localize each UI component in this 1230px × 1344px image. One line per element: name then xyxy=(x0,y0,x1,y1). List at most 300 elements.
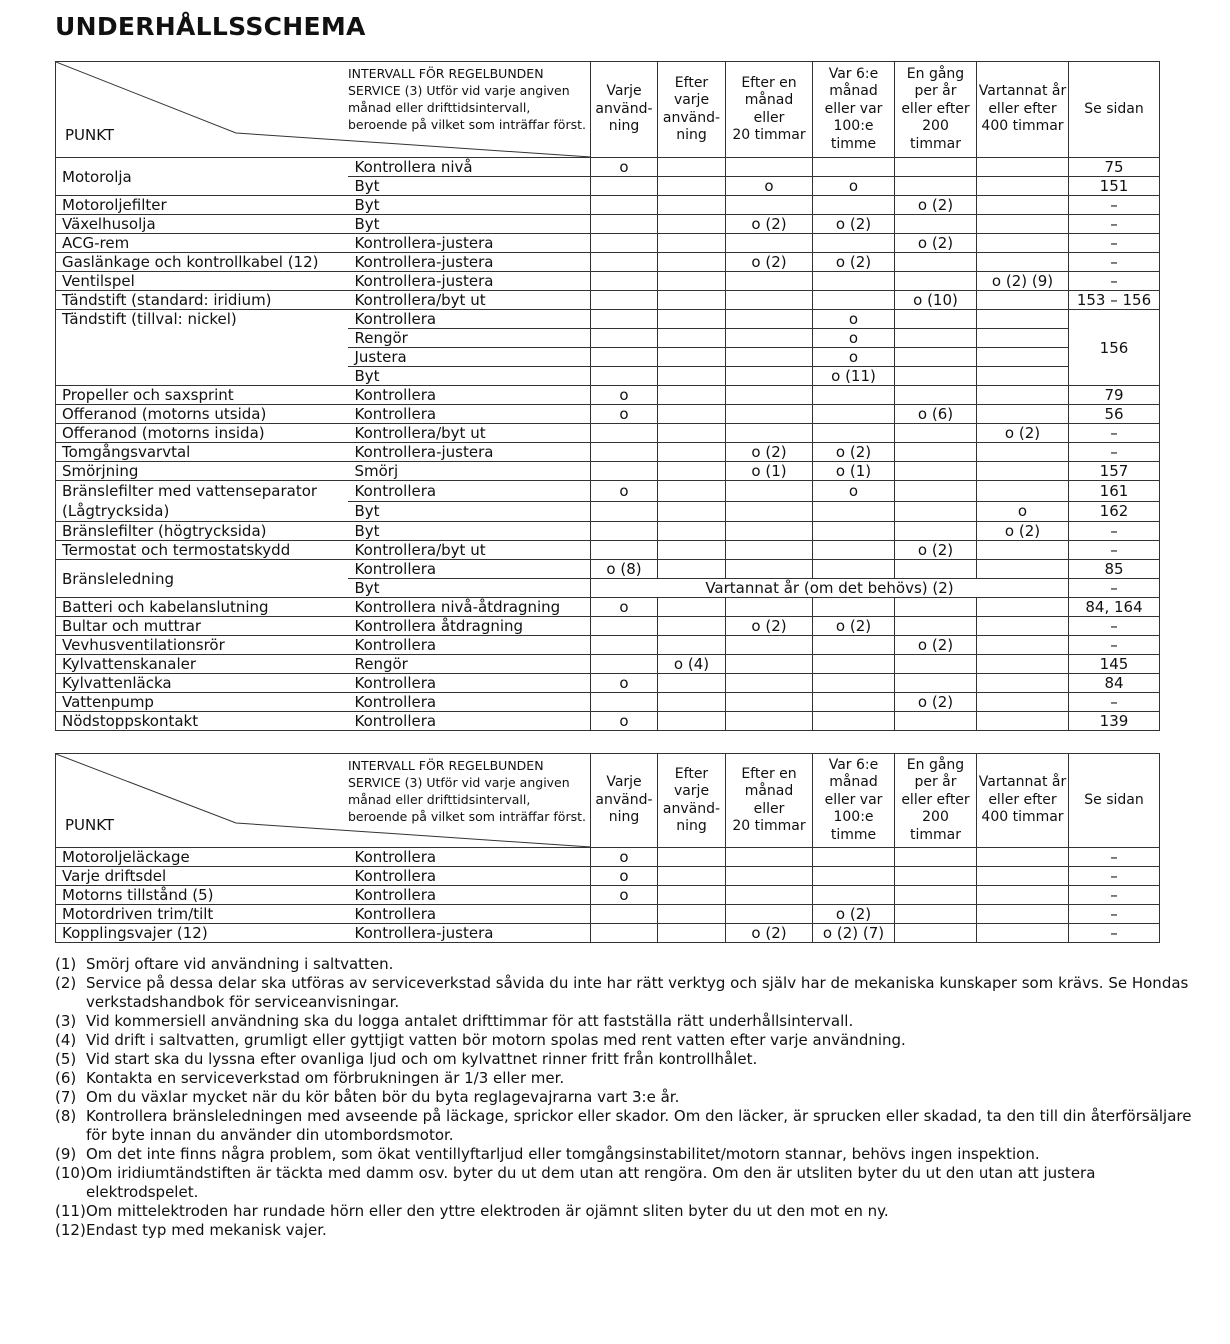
interval-cell-3: o (2) xyxy=(813,253,895,272)
item-cell: Offeranod (motorns insida) xyxy=(56,424,348,443)
page-ref: 157 xyxy=(1069,462,1160,481)
interval-cell-5 xyxy=(977,481,1069,502)
table-row xyxy=(56,310,1160,329)
interval-cell-1 xyxy=(658,158,726,177)
header-col-6: Se sidan xyxy=(1069,62,1160,158)
item-cell: Offeranod (motorns utsida) xyxy=(56,405,348,424)
interval-cell-1 xyxy=(658,617,726,636)
table-row xyxy=(56,867,1160,886)
interval-cell-2 xyxy=(726,481,813,502)
interval-cell-2 xyxy=(726,386,813,405)
interval-cell-3: o (2) (7) xyxy=(813,924,895,943)
interval-cell-2 xyxy=(726,291,813,310)
interval-cell-1 xyxy=(658,886,726,905)
action-cell: Kontrollera-justera xyxy=(348,272,591,291)
interval-cell-4 xyxy=(895,158,977,177)
footnote-item xyxy=(55,1145,1225,1164)
page-ref: – xyxy=(1069,234,1160,253)
interval-cell-3 xyxy=(813,636,895,655)
interval-cell-5 xyxy=(977,177,1069,196)
interval-cell-3 xyxy=(813,867,895,886)
page-ref: – xyxy=(1069,424,1160,443)
item-cell: Termostat och termostatskydd xyxy=(56,541,348,560)
action-cell: Kontrollera xyxy=(348,905,591,924)
interval-cell-2: o (2) xyxy=(726,215,813,234)
interval-cell-0 xyxy=(591,443,658,462)
interval-cell-4: o (6) xyxy=(895,405,977,424)
interval-cell-4 xyxy=(895,598,977,617)
interval-cell-5 xyxy=(977,253,1069,272)
footnote-item xyxy=(55,1050,1225,1069)
action-cell: Kontrollera-justera xyxy=(348,924,591,943)
page-ref: – xyxy=(1069,867,1160,886)
page-ref: 161 xyxy=(1069,481,1160,502)
interval-cell-2 xyxy=(726,712,813,731)
interval-cell-0: o xyxy=(591,481,658,502)
interval-cell-0 xyxy=(591,367,658,386)
interval-cell-0 xyxy=(591,329,658,348)
footnote-number: (7) xyxy=(55,1088,77,1106)
interval-cell-2 xyxy=(726,674,813,693)
action-cell: Justera xyxy=(348,348,591,367)
interval-cell-1: o (4) xyxy=(658,655,726,674)
action-cell: Kontrollera nivå-åtdragning xyxy=(348,598,591,617)
interval-cell-0 xyxy=(591,905,658,924)
page-ref: 156 xyxy=(1069,310,1160,386)
interval-cell-4 xyxy=(895,905,977,924)
interval-cell-5 xyxy=(977,348,1069,367)
interval-cell-3 xyxy=(813,541,895,560)
interval-cell-0: o xyxy=(591,674,658,693)
interval-cell-2 xyxy=(726,367,813,386)
item-cell: Gaslänkage och kontrollkabel (12) xyxy=(56,253,348,272)
interval-cell-3: o (2) xyxy=(813,215,895,234)
page-ref: – xyxy=(1069,886,1160,905)
footnote-number: (5) xyxy=(55,1050,77,1068)
table-row xyxy=(56,481,1160,502)
action-cell: Kontrollera-justera xyxy=(348,234,591,253)
table-row xyxy=(56,636,1160,655)
interval-cell-1 xyxy=(658,522,726,541)
footnote-text: Vid start ska du lyssna efter ovanliga ljud och om kylvattnet rinner fritt från kontrollhålet. xyxy=(86,1050,758,1068)
interval-cell-4 xyxy=(895,424,977,443)
footnotes xyxy=(55,955,1225,1240)
interval-cell-1 xyxy=(658,253,726,272)
interval-cell-1 xyxy=(658,560,726,579)
interval-cell-5 xyxy=(977,848,1069,867)
page-ref: 79 xyxy=(1069,386,1160,405)
interval-cell-5 xyxy=(977,291,1069,310)
interval-cell-5 xyxy=(977,443,1069,462)
item-cell: Motoroljefilter xyxy=(56,196,348,215)
action-cell: Kontrollera xyxy=(348,886,591,905)
interval-cell-0: o (8) xyxy=(591,560,658,579)
interval-cell-2 xyxy=(726,196,813,215)
interval-cell-3: o (2) xyxy=(813,905,895,924)
page-ref: – xyxy=(1069,848,1160,867)
interval-cell-3: o xyxy=(813,310,895,329)
table-row xyxy=(56,905,1160,924)
action-cell: Kontrollera-justera xyxy=(348,253,591,272)
interval-cell-1 xyxy=(658,310,726,329)
table-row xyxy=(56,386,1160,405)
page-ref: 85 xyxy=(1069,560,1160,579)
item-cell: Varje driftsdel xyxy=(56,867,348,886)
action-cell: Byt xyxy=(348,522,591,541)
action-cell: Kontrollera xyxy=(348,693,591,712)
interval-cell-2 xyxy=(726,424,813,443)
footnote-item xyxy=(55,1031,1225,1050)
table-row xyxy=(56,541,1160,560)
interval-cell-4 xyxy=(895,674,977,693)
action-cell: Kontrollera xyxy=(348,310,591,329)
interval-cell-1 xyxy=(658,405,726,424)
interval-cell-1 xyxy=(658,367,726,386)
table-row xyxy=(56,848,1160,867)
interval-cell-2 xyxy=(726,329,813,348)
interval-cell-2 xyxy=(726,405,813,424)
interval-cell-0 xyxy=(591,215,658,234)
action-cell: Byt xyxy=(348,367,591,386)
action-cell: Kontrollera/byt ut xyxy=(348,291,591,310)
interval-cell-5 xyxy=(977,405,1069,424)
action-cell: Kontrollera xyxy=(348,848,591,867)
interval-cell-2 xyxy=(726,272,813,291)
interval-cell-4: o (2) xyxy=(895,196,977,215)
interval-cell-0 xyxy=(591,693,658,712)
table-row xyxy=(56,712,1160,731)
footnote-number: (4) xyxy=(55,1031,77,1049)
interval-cell-0 xyxy=(591,196,658,215)
action-cell: Kontrollera xyxy=(348,674,591,693)
header-punkt: PUNKT xyxy=(65,816,115,834)
item-cell: Kylvattenskanaler xyxy=(56,655,348,674)
interval-cell-0: o xyxy=(591,386,658,405)
page-ref: – xyxy=(1069,215,1160,234)
interval-cell-5 xyxy=(977,196,1069,215)
item-cell: Motoroljeläckage xyxy=(56,848,348,867)
interval-cell-3: o xyxy=(813,348,895,367)
interval-cell-0 xyxy=(591,348,658,367)
item-cell: Tändstift (standard: iridium) xyxy=(56,291,348,310)
interval-cell-3: o xyxy=(813,329,895,348)
interval-cell-3 xyxy=(813,522,895,541)
interval-cell-5 xyxy=(977,541,1069,560)
action-cell: Kontrollera xyxy=(348,636,591,655)
interval-cell-5 xyxy=(977,329,1069,348)
interval-cell-3 xyxy=(813,158,895,177)
interval-cell-5 xyxy=(977,886,1069,905)
page-ref: – xyxy=(1069,522,1160,541)
action-cell: Rengör xyxy=(348,655,591,674)
interval-cell-2 xyxy=(726,234,813,253)
footnote-text: Om det inte finns några problem, som ökat ventillyftarljud eller tomgångsinstabilitet/motorn stannar, behövs ingen inspektion. xyxy=(86,1145,1040,1163)
interval-cell-3 xyxy=(813,848,895,867)
footnote-text: Kontakta en serviceverkstad om förbrukningen är 1/3 eller mer. xyxy=(86,1069,565,1087)
interval-cell-2 xyxy=(726,598,813,617)
action-cell: Kontrollera xyxy=(348,405,591,424)
interval-cell-4 xyxy=(895,310,977,329)
interval-cell-5 xyxy=(977,636,1069,655)
interval-cell-4 xyxy=(895,177,977,196)
interval-cell-2 xyxy=(726,541,813,560)
interval-cell-1 xyxy=(658,215,726,234)
action-cell: Kontrollera xyxy=(348,560,591,579)
item-cell: Motordriven trim/tilt xyxy=(56,905,348,924)
footnote-item xyxy=(55,1221,1225,1240)
interval-cell-0 xyxy=(591,310,658,329)
action-cell: Kontrollera xyxy=(348,867,591,886)
action-cell: Byt xyxy=(348,501,591,522)
interval-cell-5 xyxy=(977,712,1069,731)
interval-cell-4 xyxy=(895,712,977,731)
maintenance-table-secondary xyxy=(55,753,1160,943)
action-cell: Kontrollera xyxy=(348,712,591,731)
interval-cell-2 xyxy=(726,348,813,367)
action-cell: Rengör xyxy=(348,329,591,348)
footnote-number: (10) xyxy=(55,1164,86,1182)
page-ref: – xyxy=(1069,693,1160,712)
interval-cell-5 xyxy=(977,617,1069,636)
page-ref: – xyxy=(1069,924,1160,943)
interval-cell-2: o (1) xyxy=(726,462,813,481)
table-row xyxy=(56,443,1160,462)
interval-cell-2 xyxy=(726,310,813,329)
page-ref: 162 xyxy=(1069,501,1160,522)
interval-cell-1 xyxy=(658,867,726,886)
interval-cell-0 xyxy=(591,617,658,636)
interval-cell-3 xyxy=(813,886,895,905)
interval-cell-5: o (2) (9) xyxy=(977,272,1069,291)
interval-cell-4 xyxy=(895,848,977,867)
interval-cell-0 xyxy=(591,522,658,541)
interval-cell-3 xyxy=(813,674,895,693)
interval-cell-1 xyxy=(658,386,726,405)
interval-cell-0 xyxy=(591,234,658,253)
header-col-4: En gång per år eller efter 200 timmar xyxy=(895,754,977,848)
interval-cell-0: o xyxy=(591,158,658,177)
interval-cell-1 xyxy=(658,693,726,712)
interval-cell-4 xyxy=(895,481,977,502)
item-cell: Propeller och saxsprint xyxy=(56,386,348,405)
interval-cell-1 xyxy=(658,481,726,502)
table-row xyxy=(56,253,1160,272)
item-cell: Kylvattenläcka xyxy=(56,674,348,693)
interval-cell-4 xyxy=(895,867,977,886)
interval-cell-4: o (2) xyxy=(895,541,977,560)
interval-cell-5 xyxy=(977,924,1069,943)
interval-cell-4 xyxy=(895,367,977,386)
interval-cell-4 xyxy=(895,253,977,272)
interval-cell-5 xyxy=(977,234,1069,253)
table-row xyxy=(56,693,1160,712)
item-cell: Kopplingsvajer (12) xyxy=(56,924,348,943)
interval-cell-1 xyxy=(658,196,726,215)
header-col-1: Efter varje använd- ning xyxy=(658,754,726,848)
interval-cell-0 xyxy=(591,636,658,655)
header-col-2: Efter en månad eller 20 timmar xyxy=(726,62,813,158)
footnote-text: Vid kommersiell användning ska du logga antalet drifttimmar för att fastställa rätt underhållsintervall. xyxy=(86,1012,854,1030)
interval-cell-5 xyxy=(977,905,1069,924)
page-ref: 153 – 156 xyxy=(1069,291,1160,310)
interval-cell-0 xyxy=(591,424,658,443)
table-row xyxy=(56,291,1160,310)
action-cell: Kontrollera xyxy=(348,386,591,405)
interval-cell-3 xyxy=(813,712,895,731)
interval-cell-3 xyxy=(813,272,895,291)
header-interval-text: INTERVALL FÖR REGELBUNDEN SERVICE (3) Utför vid varje angiven månad eller drifttidsintervall, beroende på vilket som inträffar först. xyxy=(348,758,586,824)
table-row xyxy=(56,617,1160,636)
interval-cell-0 xyxy=(591,272,658,291)
interval-cell-1 xyxy=(658,462,726,481)
interval-cell-4 xyxy=(895,462,977,481)
interval-cell-2 xyxy=(726,522,813,541)
interval-cell-0: o xyxy=(591,867,658,886)
interval-cell-4 xyxy=(895,272,977,291)
interval-cell-1 xyxy=(658,443,726,462)
page-title: UNDERHÅLLSSCHEMA xyxy=(55,12,366,41)
interval-cell-4 xyxy=(895,329,977,348)
header-col-1: Efter varje använd- ning xyxy=(658,62,726,158)
interval-cell-0 xyxy=(591,291,658,310)
page-ref: – xyxy=(1069,636,1160,655)
action-cell: Kontrollera nivå xyxy=(348,158,591,177)
footnote-number: (6) xyxy=(55,1069,77,1087)
interval-cell-3: o (1) xyxy=(813,462,895,481)
interval-cell-3 xyxy=(813,424,895,443)
footnote-number: (1) xyxy=(55,955,77,973)
header-row xyxy=(56,754,1160,848)
action-cell: Kontrollera xyxy=(348,481,591,502)
interval-cell-1 xyxy=(658,348,726,367)
interval-cell-0: o xyxy=(591,598,658,617)
footnote-number: (3) xyxy=(55,1012,77,1030)
interval-cell-3: o (11) xyxy=(813,367,895,386)
interval-cell-5 xyxy=(977,386,1069,405)
interval-span-note: Vartannat år (om det behövs) (2) xyxy=(591,579,1069,598)
interval-cell-2 xyxy=(726,886,813,905)
header-corner-cell xyxy=(56,62,591,158)
item-cell: Vevhusventilationsrör xyxy=(56,636,348,655)
item-cell: Batteri och kabelanslutning xyxy=(56,598,348,617)
interval-cell-4 xyxy=(895,560,977,579)
interval-cell-1 xyxy=(658,541,726,560)
interval-cell-4 xyxy=(895,886,977,905)
interval-cell-1 xyxy=(658,848,726,867)
header-col-0: Varje använd- ning xyxy=(591,754,658,848)
interval-cell-4 xyxy=(895,924,977,943)
footnote-item xyxy=(55,1012,1225,1031)
interval-cell-5 xyxy=(977,598,1069,617)
interval-cell-5: o (2) xyxy=(977,522,1069,541)
header-col-4: En gång per år eller efter 200 timmar xyxy=(895,62,977,158)
interval-cell-4 xyxy=(895,501,977,522)
page-ref: 84, 164 xyxy=(1069,598,1160,617)
item-cell: Vattenpump xyxy=(56,693,348,712)
interval-cell-0 xyxy=(591,541,658,560)
interval-cell-2: o xyxy=(726,177,813,196)
page-ref: – xyxy=(1069,253,1160,272)
footnote-text: Om iridiumtändstiften är täckta med damm osv. byter du ut dem utan att rengöra. Om den är utsliten byter du ut den utan att justera elektrodspelet. xyxy=(86,1164,1096,1201)
action-cell: Kontrollera/byt ut xyxy=(348,541,591,560)
table-row xyxy=(56,560,1160,579)
interval-cell-0 xyxy=(591,924,658,943)
footnote-item xyxy=(55,1202,1225,1221)
footnote-number: (2) xyxy=(55,974,77,992)
footnote-text: Service på dessa delar ska utföras av serviceverkstad såvida du inte har rätt verktyg och själv har de mekaniska kunskaper som krävs. Se Hondas verkstadshandbok för serviceanvisningar. xyxy=(86,974,1189,1011)
interval-cell-0: o xyxy=(591,712,658,731)
interval-cell-2 xyxy=(726,867,813,886)
interval-cell-5 xyxy=(977,560,1069,579)
interval-cell-3: o (2) xyxy=(813,617,895,636)
footnote-item xyxy=(55,1164,1225,1202)
interval-cell-1 xyxy=(658,329,726,348)
interval-cell-1 xyxy=(658,177,726,196)
interval-cell-0 xyxy=(591,253,658,272)
interval-cell-3 xyxy=(813,560,895,579)
interval-cell-4: o (2) xyxy=(895,636,977,655)
page-ref: – xyxy=(1069,541,1160,560)
action-cell: Smörj xyxy=(348,462,591,481)
header-col-5: Vartannat år eller efter 400 timmar xyxy=(977,62,1069,158)
footnote-text: Om mittelektroden har rundade hörn eller den yttre elektroden är ojämnt sliten byter du ut den mot en ny. xyxy=(86,1202,889,1220)
table-row xyxy=(56,598,1160,617)
interval-cell-4 xyxy=(895,522,977,541)
interval-cell-0: o xyxy=(591,886,658,905)
interval-cell-2 xyxy=(726,560,813,579)
action-cell: Byt xyxy=(348,196,591,215)
action-cell: Kontrollera-justera xyxy=(348,443,591,462)
page-ref: 139 xyxy=(1069,712,1160,731)
footnote-text: Kontrollera bränsleledningen med avseende på läckage, sprickor eller skador. Om den läcker, är sprucken eller skadad, ta den till din återförsäljare för byte innan du använder din utombordsmotor. xyxy=(86,1107,1192,1144)
interval-cell-5 xyxy=(977,655,1069,674)
header-col-5: Vartannat år eller efter 400 timmar xyxy=(977,754,1069,848)
footnote-number: (8) xyxy=(55,1107,77,1125)
header-col-0: Varje använd- ning xyxy=(591,62,658,158)
page-ref: – xyxy=(1069,196,1160,215)
interval-cell-4 xyxy=(895,348,977,367)
interval-cell-2: o (2) xyxy=(726,924,813,943)
footnote-text: Vid drift i saltvatten, grumligt eller gyttjigt vatten bör motorn spolas med rent vatten efter varje användning. xyxy=(86,1031,906,1049)
interval-cell-3 xyxy=(813,291,895,310)
header-col-6: Se sidan xyxy=(1069,754,1160,848)
interval-cell-1 xyxy=(658,636,726,655)
header-col-3: Var 6:e månad eller var 100:e timme xyxy=(813,754,895,848)
page-ref: – xyxy=(1069,579,1160,598)
interval-cell-2: o (2) xyxy=(726,617,813,636)
interval-cell-1 xyxy=(658,424,726,443)
interval-cell-0 xyxy=(591,462,658,481)
interval-cell-1 xyxy=(658,905,726,924)
interval-cell-5 xyxy=(977,693,1069,712)
table-row xyxy=(56,462,1160,481)
item-cell: Motorolja xyxy=(56,158,348,196)
interval-cell-0 xyxy=(591,177,658,196)
footnote-text: Endast typ med mekanisk vajer. xyxy=(86,1221,327,1239)
interval-cell-5 xyxy=(977,310,1069,329)
interval-cell-4 xyxy=(895,443,977,462)
table-row xyxy=(56,272,1160,291)
interval-cell-3 xyxy=(813,234,895,253)
header-interval-text: INTERVALL FÖR REGELBUNDEN SERVICE (3) Utför vid varje angiven månad eller drifttidsintervall, beroende på vilket som inträffar först. xyxy=(348,66,586,132)
action-cell: Byt xyxy=(348,177,591,196)
interval-cell-3 xyxy=(813,196,895,215)
footnote-item xyxy=(55,974,1225,1012)
table-row xyxy=(56,924,1160,943)
interval-cell-0: o xyxy=(591,405,658,424)
table-row xyxy=(56,674,1160,693)
interval-cell-4: o (10) xyxy=(895,291,977,310)
